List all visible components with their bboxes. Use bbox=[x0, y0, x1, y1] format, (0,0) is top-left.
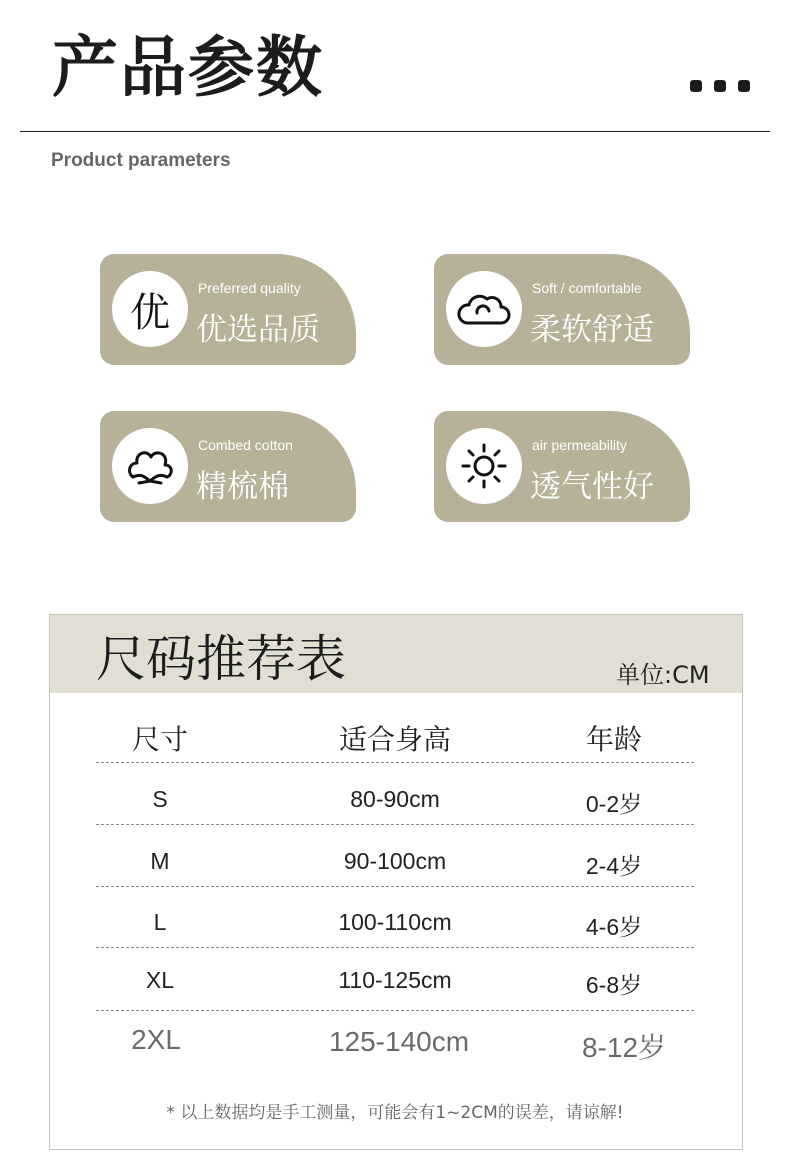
dot bbox=[738, 80, 750, 92]
feature-en-label: Preferred quality bbox=[198, 280, 301, 296]
measurement-note: * 以上数据均是手工测量，可能会有1~2CM的误差，请谅解! bbox=[166, 1103, 624, 1123]
row-divider bbox=[96, 1010, 694, 1011]
height-cell: 100-110cm bbox=[338, 909, 452, 935]
you-glyph: 优 bbox=[130, 289, 170, 336]
size-cell: 2XL bbox=[131, 1024, 181, 1055]
feature-en-label: Combed cotton bbox=[198, 437, 293, 453]
feature-cn-label: 柔软舒适 bbox=[530, 312, 654, 348]
you-character-icon bbox=[112, 271, 188, 347]
page-subtitle: Product parameters bbox=[51, 150, 231, 171]
size-table-title: 尺码推荐表 bbox=[96, 630, 346, 688]
size-cell: XL bbox=[145, 967, 175, 993]
size-cell: M bbox=[150, 848, 170, 874]
column-header-size: 尺寸 bbox=[131, 723, 188, 756]
page-title: 产品参数 bbox=[52, 29, 324, 106]
cloud-icon bbox=[446, 271, 522, 347]
age-cell: 8-12岁 bbox=[581, 1032, 667, 1063]
age-cell: 0-2岁 bbox=[585, 791, 643, 817]
feature-cn-label: 优选品质 bbox=[196, 312, 320, 348]
column-header-age: 年龄 bbox=[585, 723, 642, 756]
height-cell: 125-140cm bbox=[328, 1026, 470, 1057]
feature-breathable bbox=[434, 411, 690, 522]
cotton-icon bbox=[112, 428, 188, 504]
column-header-height: 适合身高 bbox=[338, 723, 451, 756]
dot bbox=[714, 80, 726, 92]
row-divider bbox=[96, 886, 694, 887]
height-cell: 110-125cm bbox=[338, 967, 452, 993]
row-divider bbox=[96, 947, 694, 948]
unit-label: 单位:CM bbox=[616, 661, 710, 689]
row-divider bbox=[96, 824, 694, 825]
row-divider bbox=[96, 762, 694, 763]
feature-en-label: Soft / comfortable bbox=[532, 280, 642, 296]
size-table-card bbox=[49, 614, 743, 1150]
age-cell: 4-6岁 bbox=[585, 914, 643, 940]
feature-soft bbox=[434, 254, 690, 365]
feature-cotton bbox=[100, 411, 356, 522]
height-cell: 90-100cm bbox=[343, 848, 447, 874]
age-cell: 2-4岁 bbox=[585, 853, 643, 879]
size-cell: L bbox=[153, 909, 167, 935]
size-cell: S bbox=[152, 786, 168, 812]
more-icon[interactable] bbox=[690, 80, 750, 92]
feature-cn-label: 透气性好 bbox=[530, 469, 654, 505]
age-cell: 6-8岁 bbox=[585, 972, 643, 998]
height-cell: 80-90cm bbox=[350, 786, 440, 812]
feature-cn-label: 精梳棉 bbox=[196, 469, 289, 505]
feature-quality bbox=[100, 254, 356, 365]
dot bbox=[690, 80, 702, 92]
header-divider bbox=[20, 131, 770, 132]
size-table-header bbox=[50, 615, 742, 693]
sun-icon bbox=[446, 428, 522, 504]
feature-en-label: air permeability bbox=[532, 437, 627, 453]
